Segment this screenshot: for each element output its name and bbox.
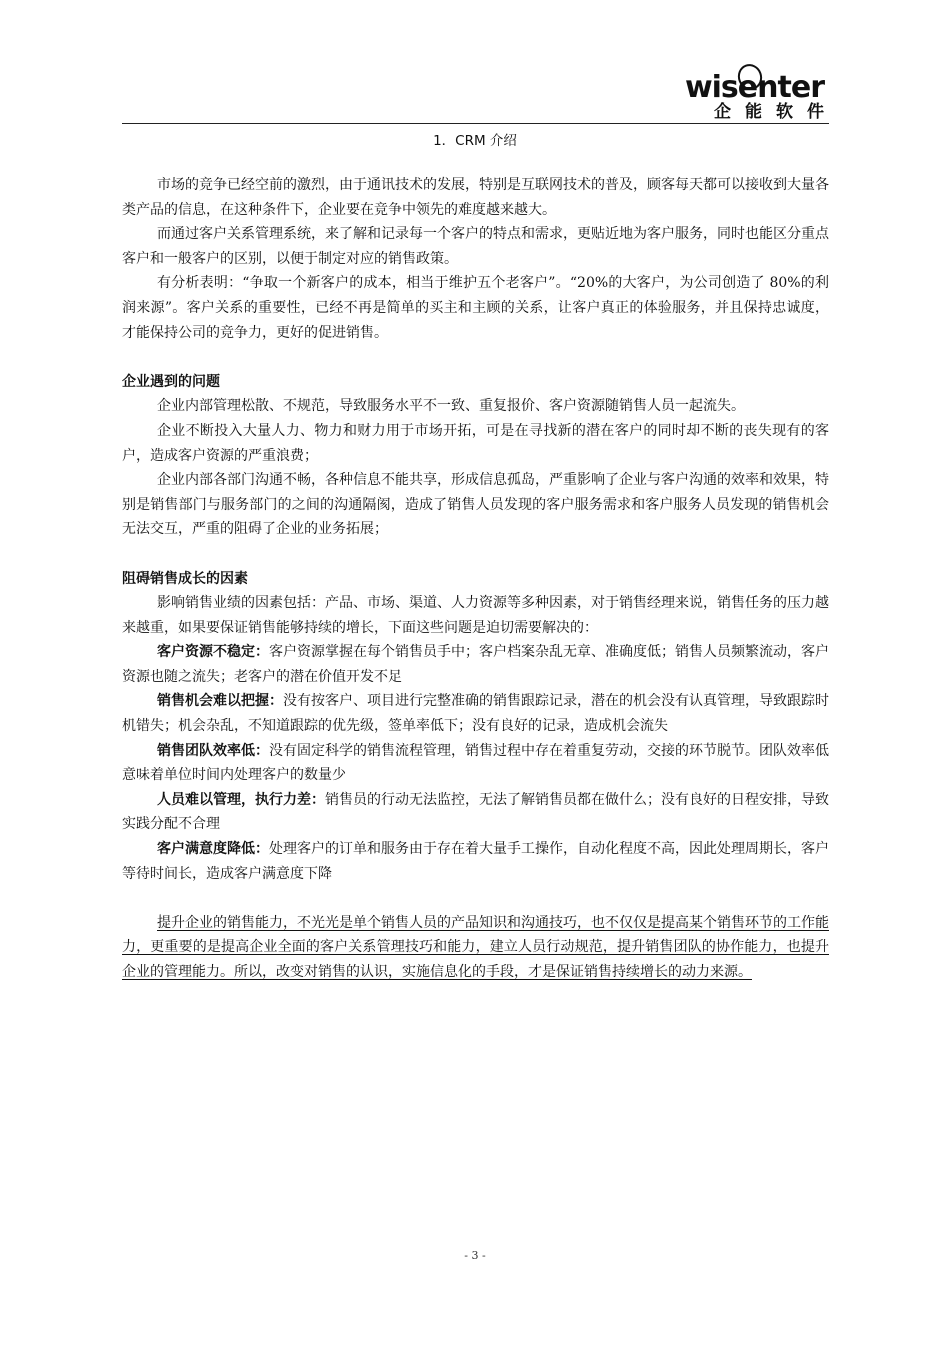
conclusion-paragraph: 提升企业的销售能力，不光光是单个销售人员的产品知识和沟通技巧，也不仅仅是提高某个销售环节的工作能力，更重要的是提高企业全面的客户关系管理技巧和能力，建立人员行动规范，提升销售团队的协作能力，也提升企业的管理能力。所以，改变对销售的认识，实施信息化的手段，才是保证销售持续增长的动力来源。 [122,914,829,980]
intro-paragraph: 有分析表明：“争取一个新客户的成本，相当于维护五个老客户”。“20%的大客户，为公司创造了 80%的利润来源”。客户关系的重要性，已经不再是简单的买主和主顾的关系，让客户真正的体验服务，并且保持忠诚度，才能保持公司的竞争力，更好的促进销售。 [122,275,829,341]
intro-paragraph: 而通过客户关系管理系统，来了解和记录每一个客户的特点和需求，更贴近地为客户服务，同时也能区分重点客户和一般客户的区别，以便于制定对应的销售政策。 [122,226,829,267]
company-logo [682,70,838,122]
factor-term: 人员难以管理，执行力差： [157,791,325,808]
section-heading-problems: 企业遇到的问题 [122,373,220,390]
page-number: - 3 - [464,1249,486,1262]
logo-wordmark: wis enter [682,74,824,102]
page-title: 1．CRM 介绍 [433,133,517,149]
factor-text: 没有固定科学的销售流程管理，销售过程中存在着重复劳动，交接的环节脱节。团队效率低意味着单位时间内处理客户的数量少 [122,742,829,784]
factor-text: 销售员的行动无法监控，无法了解销售员都在做什么；没有良好的日程安排，导致实践分配不合理 [122,791,829,833]
factor-text: 客户资源掌握在每个销售员手中；客户档案杂乱无章、准确度低；销售人员频繁流动，客户资源也随之流失；老客户的潜在价值开发不足 [122,644,829,685]
factor-text: 处理客户的订单和服务由于存在着大量手工操作，自动化程度不高，因此处理周期长，客户等待时间长，造成客户满意度下降 [122,841,829,882]
factor-text: 没有按客户、项目进行完整准确的销售跟踪记录，潜在的机会没有认真管理，导致跟踪时机错失；机会杂乱，不知道跟踪的优先级，签单率低下；没有良好的记录，造成机会流失 [122,693,829,735]
factor-term: 客户满意度降低： [157,841,269,858]
factor-term: 销售机会难以把握： [157,693,283,710]
factor-item [122,788,829,837]
logo-chinese-name: 企能软件 [714,102,838,122]
document-body [122,173,829,985]
factor-item [122,640,829,689]
factor-item [122,837,829,886]
problem-paragraph: 企业不断投入大量人力、物力和财力用于市场开拓，可是在寻找新的潜在客户的同时却不断的丧失现有的客户，造成客户资源的严重浪费； [122,422,829,464]
factor-item [122,689,829,738]
section-heading-factors: 阻碍销售成长的因素 [122,570,248,587]
factor-term: 客户资源不稳定： [157,644,269,661]
problem-paragraph: 企业内部各部门沟通不畅，各种信息不能共享，形成信息孤岛，严重影响了企业与客户沟通的效率和效果，特别是销售部门与服务部门的之间的沟通隔阂，造成了销售人员发现的客户服务需求和客户服务人员发现的销售机会无法交互，严重的阻碍了企业的业务拓展； [122,472,829,538]
header-divider [122,123,829,124]
factor-item [122,739,829,788]
problem-paragraph: 企业内部管理松散、不规范，导致服务水平不一致、重复报价、客户资源随销售人员一起流失。 [157,398,745,415]
factor-term: 销售团队效率低： [157,742,269,759]
factors-intro: 影响销售业绩的因素包括：产品、市场、渠道、人力资源等多种因素，对于销售经理来说，销售任务的压力越来越重，如果要保证销售能够持续的增长，下面这些问题是迫切需要解决的： [122,595,829,636]
intro-paragraph: 市场的竞争已经空前的激烈，由于通讯技术的发展，特别是互联网技术的普及，顾客每天都可以接收到大量各类产品的信息，在这种条件下，企业要在竞争中领先的难度越来越大。 [122,177,829,218]
logo-e-mark: e [738,74,757,102]
